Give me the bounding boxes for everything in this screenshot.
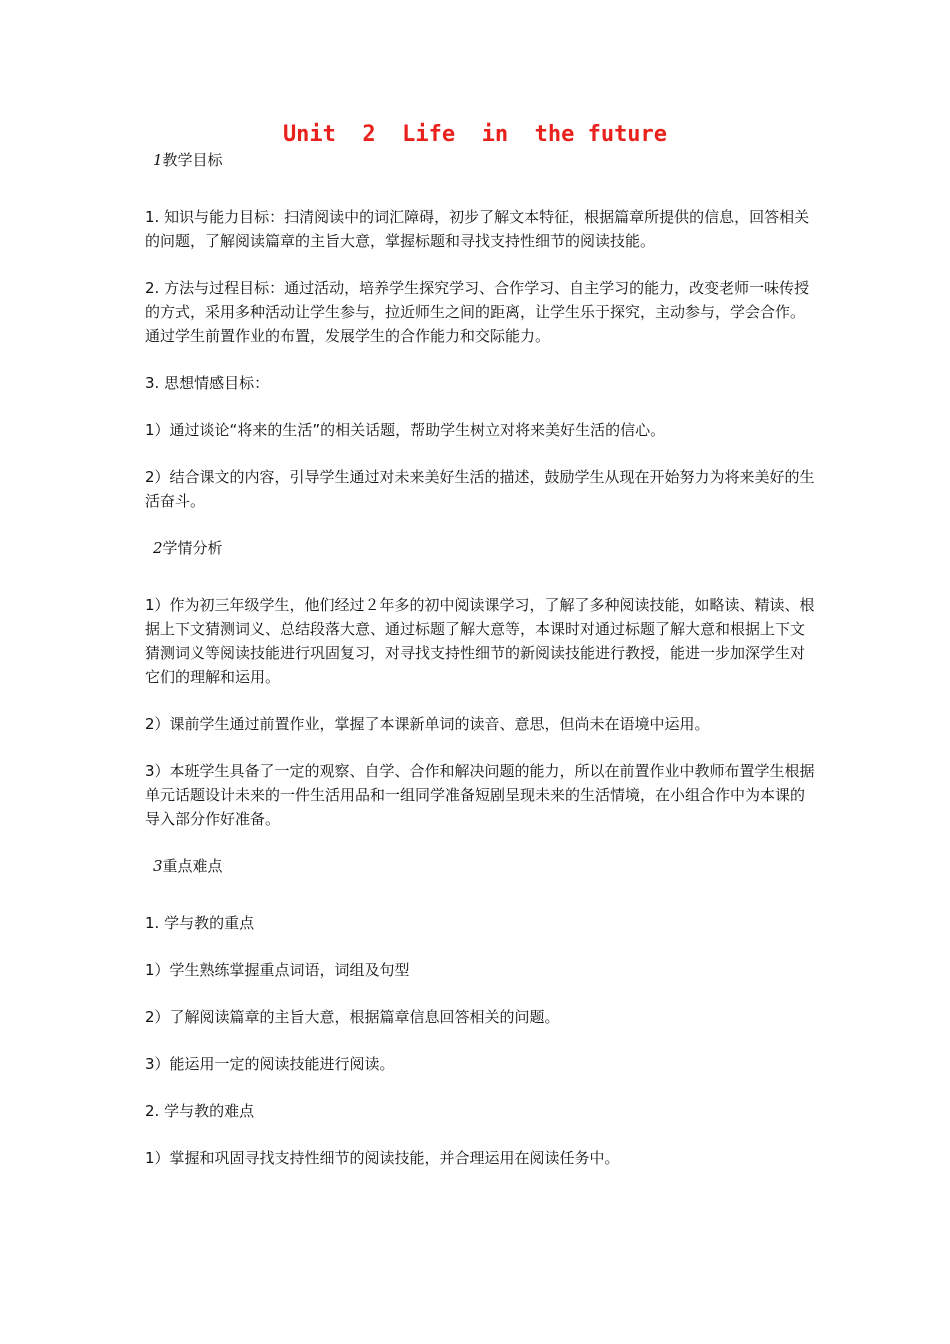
section-number: 1 bbox=[153, 151, 163, 169]
paragraph: 2）了解阅读篇章的主旨大意，根据篇章信息回答相关的问题。 bbox=[145, 1008, 560, 1026]
document-body bbox=[145, 148, 815, 1170]
paragraph: 1）通过谈论“将来的生活”的相关话题，帮助学生树立对将来美好生活的信心。 bbox=[145, 421, 666, 439]
paragraph: 1）掌握和巩固寻找支持性细节的阅读技能，并合理运用在阅读任务中。 bbox=[145, 1149, 620, 1167]
paragraph: 3. 思想情感目标： bbox=[145, 374, 270, 392]
paragraph: 1）作为初三年级学生，他们经过２年多的初中阅读课学习，了解了多种阅读技能，如略读、精读、根据上下文猜测词义、总结段落大意、通过标题了解大意等，本课时对通过标题了解大意和根据上下文猜测词义等阅读技能进行巩固复习，对寻找支持性细节的新阅读技能进行教授，能进一步加深学生对它们的理解和运用。 bbox=[145, 596, 815, 686]
paragraph: 1. 学与教的重点 bbox=[145, 914, 255, 932]
document-title: Unit 2 Life in the future bbox=[282, 122, 668, 147]
section-heading-text: 教学目标 bbox=[162, 151, 223, 169]
section-heading bbox=[153, 148, 815, 172]
section-heading bbox=[153, 536, 815, 560]
paragraph: 2）结合课文的内容，引导学生通过对未来美好生活的描述，鼓励学生从现在开始努力为将来美好的生活奋斗。 bbox=[145, 468, 815, 510]
section-heading bbox=[153, 854, 815, 878]
paragraph: 1. 知识与能力目标：扫清阅读中的词汇障碍，初步了解文本特征，根据篇章所提供的信息，回答相关的问题，了解阅读篇章的主旨大意，掌握标题和寻找支持性细节的阅读技能。 bbox=[145, 208, 810, 250]
paragraph: 2）课前学生通过前置作业，掌握了本课新单词的读音、意思，但尚未在语境中运用。 bbox=[145, 715, 710, 733]
paragraph: 2. 方法与过程目标：通过活动，培养学生探究学习、合作学习、自主学习的能力，改变老师一味传授的方式，采用多种活动让学生参与，拉近师生之间的距离，让学生乐于探究，主动参与，学会合作。通过学生前置作业的布置，发展学生的合作能力和交际能力。 bbox=[145, 279, 810, 345]
paragraph: 3）本班学生具备了一定的观察、自学、合作和解决问题的能力，所以在前置作业中教师布置学生根据单元话题设计未来的一件生活用品和一组同学准备短剧呈现未来的生活情境，在小组合作中为本课的导入部分作好准备。 bbox=[145, 762, 815, 828]
paragraph: 1）学生熟练掌握重点词语，词组及句型 bbox=[145, 961, 410, 979]
paragraph: 3）能运用一定的阅读技能进行阅读。 bbox=[145, 1055, 395, 1073]
paragraph: 2. 学与教的难点 bbox=[145, 1102, 255, 1120]
section-number: 3 bbox=[153, 857, 163, 875]
section-heading-text: 学情分析 bbox=[162, 539, 223, 557]
section-number: 2 bbox=[153, 539, 163, 557]
section-heading-text: 重点难点 bbox=[162, 857, 223, 875]
